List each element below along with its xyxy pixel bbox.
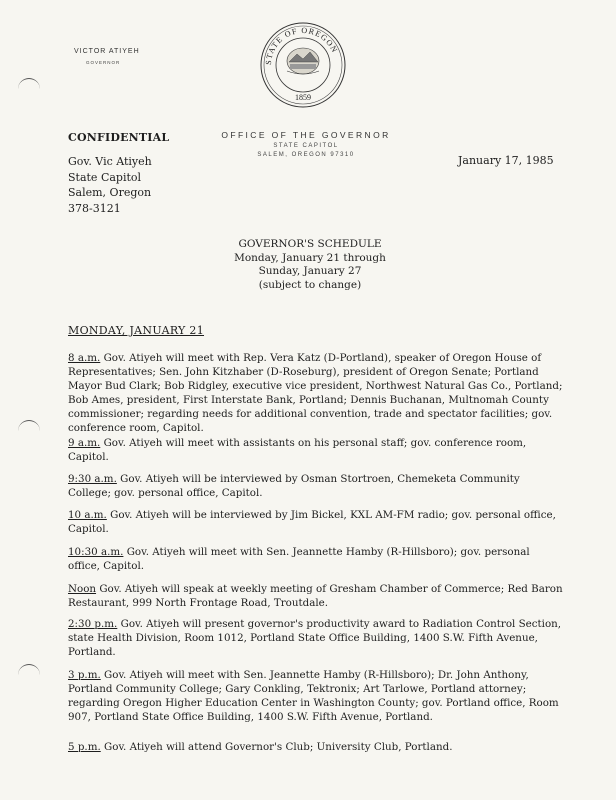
day-heading: MONDAY, JANUARY 21 <box>68 324 205 337</box>
schedule-range-start: Monday, January 21 through <box>234 251 386 264</box>
confidential-label: CONFIDENTIAL <box>68 131 170 144</box>
entry-text: Gov. Atiyeh will be interviewed by Jim Bickel, KXL AM-FM radio; gov. personal office, Capitol. <box>68 509 556 535</box>
entry-text: Gov. Atiyeh will meet with Rep. Vera Katz (D-Portland), speaker of Oregon House of Representatives; Sen. John Kitzhaber (D-Roseburg), president of Oregon Senate; Portland Mayor Bud Clark; Bob Ridgley, executive vice president, Northwest Natural Gas Co., Portland; Bob Ames, president, First Interstate Bank, Portland; Dennis Buchanan, Multnomah County commissioner; regarding needs for additional convention, trade and spectator facilities; gov. conference room, Capitol. <box>68 352 563 434</box>
schedule-entry <box>68 472 564 500</box>
schedule-entry <box>68 740 564 754</box>
office-building: STATE CAPITOL <box>273 143 339 149</box>
schedule-entry <box>68 508 564 536</box>
entry-text: Gov. Atiyeh will present governor's productivity award to Radiation Control Section, state Health Division, Room 1012, Portland State Office Building, 1400 S.W. Fifth Avenue, Portland. <box>68 618 562 658</box>
document-date: January 17, 1985 <box>458 154 554 167</box>
entry-text: Gov. Atiyeh will speak at weekly meeting of Gresham Chamber of Commerce; Red Baron Restaurant, 999 North Frontage Road, Troutdale. <box>68 583 563 609</box>
binder-hole-mark <box>18 664 40 679</box>
schedule-title: GOVERNOR'S SCHEDULE <box>238 238 382 250</box>
seal-year: 1859 <box>295 93 311 102</box>
contact-block <box>68 154 152 216</box>
contact-phone: 378-3121 <box>68 201 121 215</box>
schedule-entry <box>68 351 564 435</box>
state-seal <box>258 20 348 110</box>
entry-text: Gov. Atiyeh will meet with Sen. Jeannette Hamby (R-Hillsboro); Dr. John Anthony, Portland Community College; Gary Conkling, Tektronix; Art Tarlowe, Portland attorney; regarding Oregon Higher Education Center in Washington County; gov. Portland office, Room 907, Portland State Office Building, 1400 S.W. Fifth Avenue, Portland. <box>68 669 559 723</box>
entry-time: Noon <box>68 583 97 595</box>
entry-time: 10 a.m. <box>68 509 107 521</box>
schedule-note: (subject to change) <box>258 278 362 291</box>
entry-time: 9:30 a.m. <box>68 473 117 485</box>
entry-time: 2:30 p.m. <box>68 618 118 630</box>
office-letterhead <box>208 130 404 158</box>
seal-text: STATE OF OREGON <box>263 25 340 66</box>
contact-name: Gov. Vic Atiyeh <box>68 155 152 168</box>
letterhead-title: GOVERNOR <box>86 60 121 65</box>
entry-time: 5 p.m. <box>68 741 101 753</box>
schedule-entry <box>68 582 564 610</box>
entry-time: 3 p.m. <box>68 669 101 681</box>
entry-text: Gov. Atiyeh will attend Governor's Club; University Club, Portland. <box>104 741 453 753</box>
schedule-header <box>180 238 440 292</box>
entry-time: 10:30 a.m. <box>68 546 124 558</box>
office-city: SALEM, OREGON 97310 <box>257 152 355 158</box>
schedule-entry <box>68 545 564 573</box>
contact-address2: Salem, Oregon <box>68 186 152 199</box>
entry-text: Gov. Atiyeh will be interviewed by Osman Stortroen, Chemeketa Community College; gov. personal office, Capitol. <box>68 473 520 499</box>
schedule-entry <box>68 617 564 659</box>
entry-time: 9 a.m. <box>68 437 101 449</box>
binder-hole-mark <box>18 420 40 435</box>
schedule-range-end: Sunday, January 27 <box>258 265 362 277</box>
letterhead-name: VICTOR ATIYEH <box>74 48 140 55</box>
schedule-entry <box>68 668 564 724</box>
entry-text: Gov. Atiyeh will meet with Sen. Jeannette Hamby (R-Hillsboro); gov. personal office, Capitol. <box>68 546 530 572</box>
binder-hole-mark <box>18 78 40 93</box>
entry-time: 8 a.m. <box>68 352 101 364</box>
schedule-entry <box>68 436 564 464</box>
office-title: OFFICE OF THE GOVERNOR <box>221 130 391 140</box>
contact-address1: State Capitol <box>68 170 142 184</box>
entry-text: Gov. Atiyeh will meet with assistants on his personal staff; gov. conference room, Capitol. <box>68 437 527 463</box>
